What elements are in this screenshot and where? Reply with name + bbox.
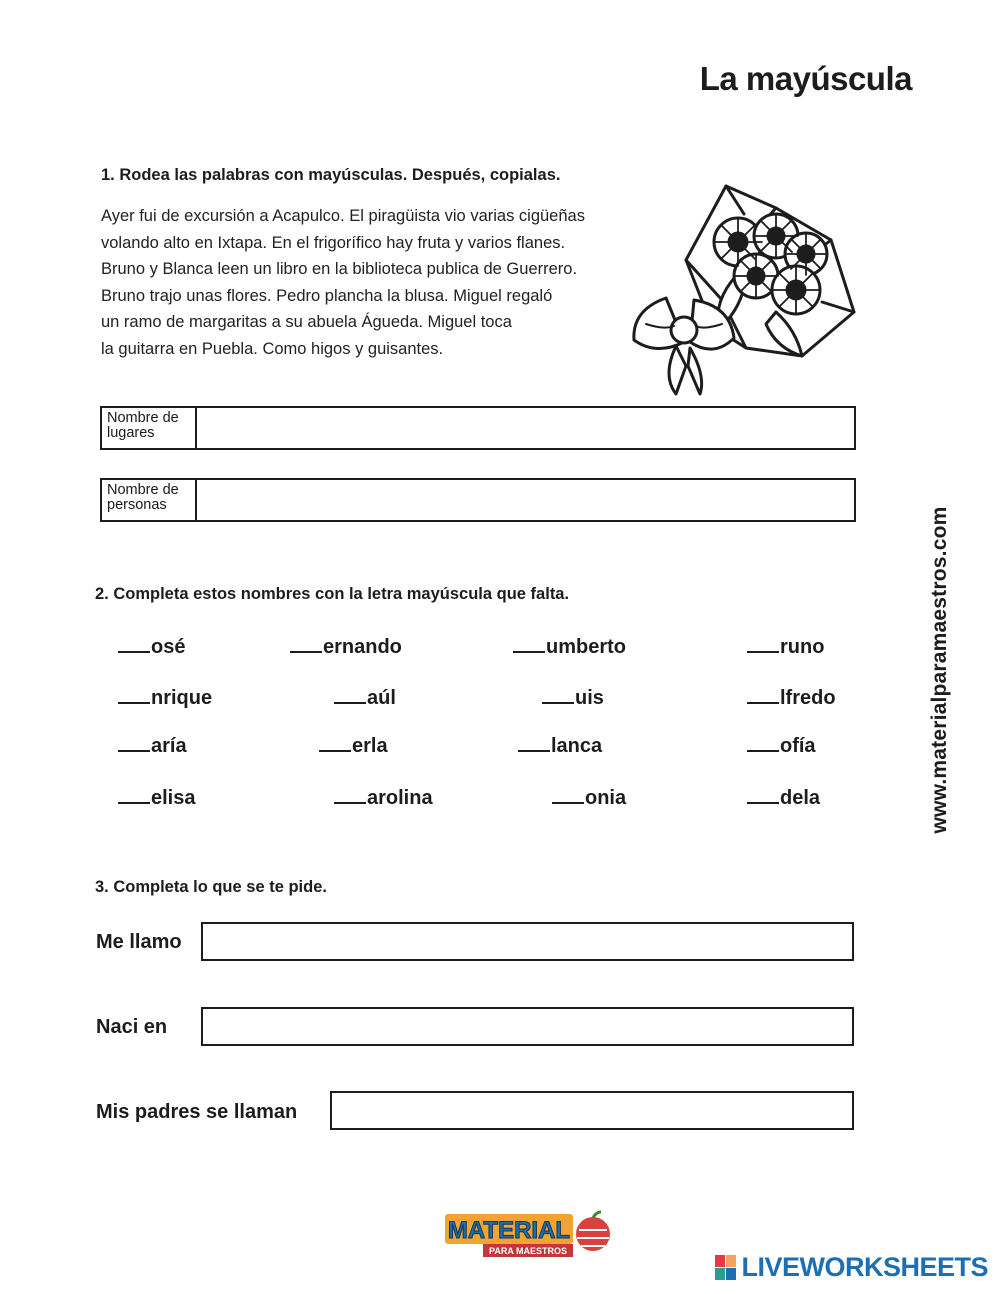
- passage-line: Bruno trajo unas flores. Pedro plancha la blusa. Miguel regaló: [101, 286, 553, 305]
- copy-row-places: [100, 406, 856, 450]
- label-line: lugares: [107, 425, 155, 441]
- birthplace-field[interactable]: [201, 1007, 854, 1046]
- name-blank[interactable]: [747, 636, 824, 659]
- name-fragment: dela: [780, 787, 821, 809]
- live-badge-icon: [715, 1255, 737, 1281]
- name-blank[interactable]: [118, 687, 212, 710]
- places-input[interactable]: [197, 408, 854, 448]
- name-field-label: Me llamo: [96, 931, 182, 953]
- blank-line[interactable]: [518, 750, 550, 752]
- parents-field-label: Mis padres se llaman: [96, 1101, 298, 1123]
- label-line: personas: [107, 497, 167, 513]
- side-website-url: www.materialparamaestros.com: [928, 506, 951, 834]
- name-fragment: nrique: [151, 687, 213, 709]
- blank-line[interactable]: [513, 651, 545, 653]
- name-fragment: erla: [352, 735, 388, 757]
- name-fragment: aúl: [367, 687, 396, 709]
- name-fragment: arolina: [367, 787, 433, 809]
- name-fragment: umberto: [546, 636, 626, 658]
- name-blank[interactable]: [118, 735, 187, 758]
- blank-line[interactable]: [747, 750, 779, 752]
- name-blank[interactable]: [518, 735, 602, 758]
- name-blank[interactable]: [542, 687, 604, 710]
- blank-line[interactable]: [747, 651, 779, 653]
- name-blank[interactable]: [118, 636, 185, 659]
- name-blank[interactable]: [118, 787, 195, 810]
- flower-bouquet-illustration: [626, 180, 858, 396]
- name-blank[interactable]: [290, 636, 402, 659]
- name-blank[interactable]: [334, 787, 433, 810]
- name-blank[interactable]: [747, 787, 820, 810]
- liveworksheets-text: LIVEWORKSHEETS: [741, 1252, 988, 1282]
- passage-line: Ayer fui de excursión a Acapulco. El piragüista vio varias cigüeñas: [101, 207, 585, 225]
- blank-line[interactable]: [118, 651, 150, 653]
- name-blank[interactable]: [747, 735, 816, 758]
- blank-line[interactable]: [552, 802, 584, 804]
- material-para-maestros-logo: [443, 1210, 615, 1260]
- liveworksheets-brand: [715, 1252, 988, 1283]
- name-fragment: osé: [151, 636, 186, 658]
- name-blank[interactable]: [319, 735, 388, 758]
- passage-line: un ramo de margaritas a su abuela Águeda. Miguel toca: [101, 313, 512, 331]
- blank-line[interactable]: [747, 802, 779, 804]
- blank-line[interactable]: [334, 802, 366, 804]
- logo-word: MATERIAL: [447, 1217, 571, 1244]
- name-fragment: ofía: [780, 735, 816, 757]
- blank-line[interactable]: [319, 750, 351, 752]
- label-line: Nombre de: [107, 410, 179, 426]
- blank-line[interactable]: [747, 702, 779, 704]
- name-blank[interactable]: [334, 687, 396, 710]
- blank-line[interactable]: [118, 802, 150, 804]
- name-blank[interactable]: [513, 636, 626, 659]
- name-fragment: elisa: [151, 787, 196, 809]
- passage-line: la guitarra en Puebla. Como higos y guisantes.: [101, 339, 444, 358]
- name-blank[interactable]: [552, 787, 626, 810]
- name-fragment: onia: [585, 787, 627, 809]
- name-fragment: lanca: [551, 735, 603, 757]
- name-fragment: runo: [780, 636, 825, 658]
- section3-instruction: 3. Completa lo que se te pide.: [95, 878, 327, 896]
- label-line: Nombre de: [107, 482, 179, 498]
- copy-row-label: [102, 480, 197, 520]
- copy-row-label: [102, 408, 197, 448]
- blank-line[interactable]: [118, 750, 150, 752]
- blank-line[interactable]: [542, 702, 574, 704]
- name-blank[interactable]: [747, 687, 836, 710]
- blank-line[interactable]: [334, 702, 366, 704]
- birthplace-field-label: Naci en: [96, 1016, 168, 1038]
- blank-line[interactable]: [118, 702, 150, 704]
- section2-instruction: 2. Completa estos nombres con la letra mayúscula que falta.: [95, 585, 570, 603]
- logo-subtitle: PARA MAESTROS: [488, 1246, 568, 1256]
- name-field[interactable]: [201, 922, 854, 961]
- passage-line: volando alto en Ixtapa. En el frigorífico hay fruta y varios flanes.: [101, 233, 566, 252]
- name-fragment: aría: [151, 735, 187, 757]
- parents-field[interactable]: [330, 1091, 854, 1130]
- people-input[interactable]: [197, 480, 854, 520]
- section1-instruction: 1. Rodea las palabras con mayúsculas. Después, copialas.: [101, 166, 561, 184]
- passage-line: Bruno y Blanca leen un libro en la biblioteca publica de Guerrero.: [101, 260, 578, 278]
- name-fragment: ernando: [323, 636, 402, 658]
- passage-text: [101, 203, 681, 362]
- copy-row-people: [100, 478, 856, 522]
- page-title: La mayúscula: [699, 60, 912, 97]
- name-fragment: uis: [575, 687, 604, 709]
- name-fragment: lfredo: [780, 687, 836, 709]
- blank-line[interactable]: [290, 651, 322, 653]
